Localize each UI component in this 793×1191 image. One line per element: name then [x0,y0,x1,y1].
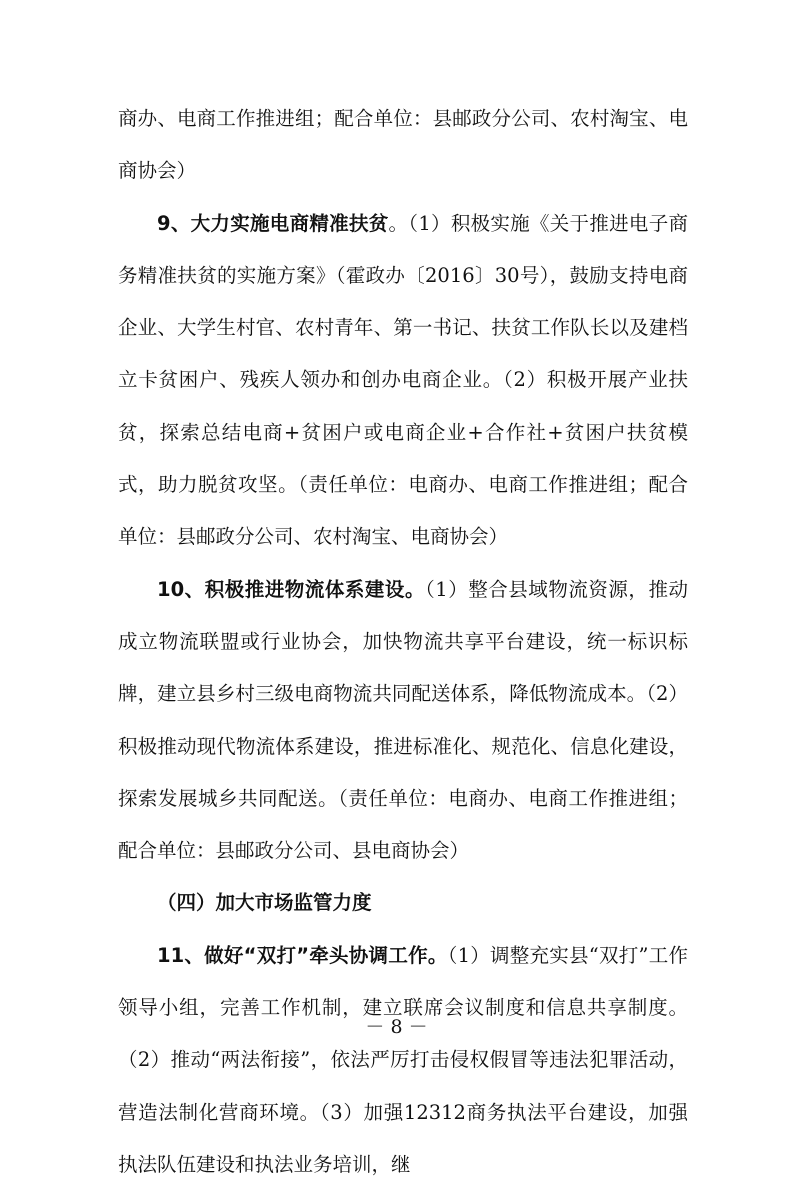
paragraph-item-10 [118,564,688,878]
paragraph-continuation [118,93,688,198]
item-10-title: 10、积极推进物流体系建设。 [157,577,425,601]
item-9-text: 。（1）积极实施《关于推进电子商务精准扶贫的实施方案》（霍政办〔2016〕30号），鼓励支持电商企业、大学生村官、农村青年、第一书记、扶贫工作队长以及建档立卡贫困户、残疾人领办和创办电商企业。（2）积极开展产业扶贫，探索总结电商+贫困户或电商企业+合作社+贫困户扶贫模式，助力脱贫攻坚。（责任单位：电商办、电商工作推进组；配合单位：县邮政分公司、农村淘宝、电商协会） [118,211,688,549]
section-4-heading: （四）加大市场监管力度 [157,891,372,915]
paragraph-item-9 [118,198,688,564]
item-11-text: （1）调整充实县“双打”工作领导小组，完善工作机制，建立联席会议制度和信息共享制度。（2）推动“两法衔接”，依法严厉打击侵权假冒等违法犯罪活动，营造法制化营商环境。（3）加强12312商务执法平台建设，加强执法队伍建设和执法业务培训，继 [118,943,688,1176]
page-number: － 8 － [365,1016,428,1038]
item-10-text: （1）整合县域物流资源，推动成立物流联盟或行业协会，加快物流共享平台建设，统一标识标牌，建立县乡村三级电商物流共同配送体系，降低物流成本。（2）积极推动现代物流体系建设，推进标准化、规范化、信息化建设，探索发展城乡共同配送。（责任单位：电商办、电商工作推进组；配合单位：县邮政分公司、县电商协会） [118,577,688,863]
item-9-title: 9、大力实施电商精准扶贫 [157,211,389,235]
continuation-text: 商办、电商工作推进组；配合单位：县邮政分公司、农村淘宝、电商协会） [118,107,688,183]
paragraph-item-11 [118,930,688,1191]
item-11-title: 11、做好“双打”牵头协调工作。 [157,943,448,967]
